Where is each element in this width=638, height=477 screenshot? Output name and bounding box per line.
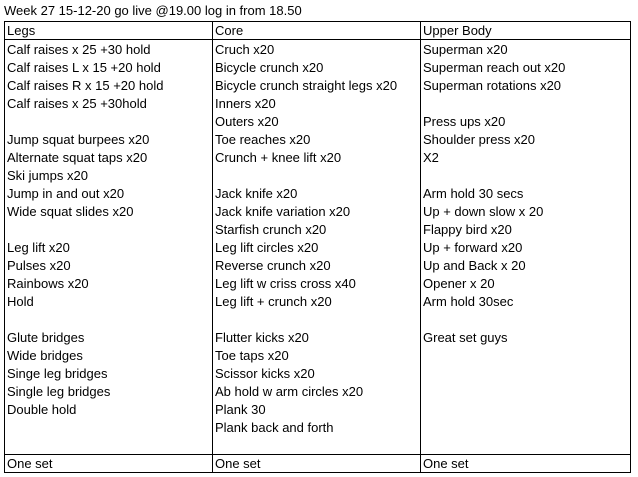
exercise-core: Plank 30 [215, 401, 266, 417]
exercise-legs: Leg lift x20 [7, 239, 70, 255]
exercise-upper-body: Great set guys [423, 329, 508, 345]
exercise-legs: Double hold [7, 401, 77, 417]
exercise-legs: Single leg bridges [7, 383, 111, 399]
document-title: Week 27 15-12-20 go live @19.00 log in from 18.50 [4, 3, 302, 18]
exercise-upper-body: Arm hold 30 secs [423, 185, 524, 201]
exercise-legs: Calf raises L x 15 +20 hold [7, 59, 161, 75]
exercise-legs: Calf raises x 25 +30hold [7, 95, 147, 111]
exercise-core: Leg lift circles x20 [215, 239, 319, 255]
exercise-core: Leg lift w criss cross x40 [215, 275, 356, 291]
exercise-core: Scissor kicks x20 [215, 365, 315, 381]
exercise-upper-body: Superman reach out x20 [423, 59, 566, 75]
exercise-legs: Alternate squat taps x20 [7, 149, 148, 165]
exercise-core: Starfish crunch x20 [215, 221, 327, 237]
exercise-legs: Jump squat burpees x20 [7, 131, 150, 147]
exercise-core: Plank back and forth [215, 419, 334, 435]
exercise-legs: Wide bridges [7, 347, 83, 363]
column-header-upper-body: Upper Body [423, 23, 492, 38]
exercise-upper-body: Arm hold 30sec [423, 293, 514, 309]
exercise-core: Crunch + knee lift x20 [215, 149, 342, 165]
column-header-legs: Legs [7, 23, 36, 38]
exercise-legs: Pulses x20 [7, 257, 71, 273]
exercise-core: Inners x20 [215, 95, 276, 111]
exercise-upper-body: Up and Back x 20 [423, 257, 526, 273]
exercise-core: Cruch x20 [215, 41, 275, 57]
exercise-core: Toe taps x20 [215, 347, 289, 363]
exercise-upper-body: Superman x20 [423, 41, 508, 57]
exercise-legs: Calf raises x 25 +30 hold [7, 41, 151, 57]
exercise-upper-body: Press ups x20 [423, 113, 506, 129]
exercise-legs: Ski jumps x20 [7, 167, 88, 183]
exercise-upper-body: Opener x 20 [423, 275, 495, 291]
exercise-legs: Hold [7, 293, 34, 309]
exercise-core: Jack knife x20 [215, 185, 298, 201]
exercise-core: Ab hold w arm circles x20 [215, 383, 364, 399]
exercise-core: Flutter kicks x20 [215, 329, 309, 345]
exercise-upper-body: Up + down slow x 20 [423, 203, 544, 219]
exercise-legs: Rainbows x20 [7, 275, 89, 291]
workout-table [4, 21, 632, 473]
exercise-upper-body: Shoulder press x20 [423, 131, 536, 147]
exercise-legs: Calf raises R x 15 +20 hold [7, 77, 164, 93]
column-header-core: Core [215, 23, 244, 38]
exercise-legs: Singe leg bridges [7, 365, 108, 381]
exercise-core: Leg lift + crunch x20 [215, 293, 332, 309]
exercise-upper-body: Up + forward x20 [423, 239, 523, 255]
exercise-core: Jack knife variation x20 [215, 203, 351, 219]
exercise-legs: Glute bridges [7, 329, 85, 345]
exercise-core: Reverse crunch x20 [215, 257, 331, 273]
exercise-core: Bicycle crunch x20 [215, 59, 324, 75]
exercise-core: Toe reaches x20 [215, 131, 311, 147]
exercise-legs: Jump in and out x20 [7, 185, 125, 201]
exercise-upper-body: Flappy bird x20 [423, 221, 512, 237]
exercise-core: Bicycle crunch straight legs x20 [215, 77, 398, 93]
exercise-upper-body: X2 [423, 149, 439, 165]
footer-upper-body: One set [423, 456, 469, 471]
footer-core: One set [215, 456, 261, 471]
footer-legs: One set [7, 456, 53, 471]
exercise-upper-body: Superman rotations x20 [423, 77, 562, 93]
exercise-core: Outers x20 [215, 113, 279, 129]
exercise-legs: Wide squat slides x20 [7, 203, 134, 219]
